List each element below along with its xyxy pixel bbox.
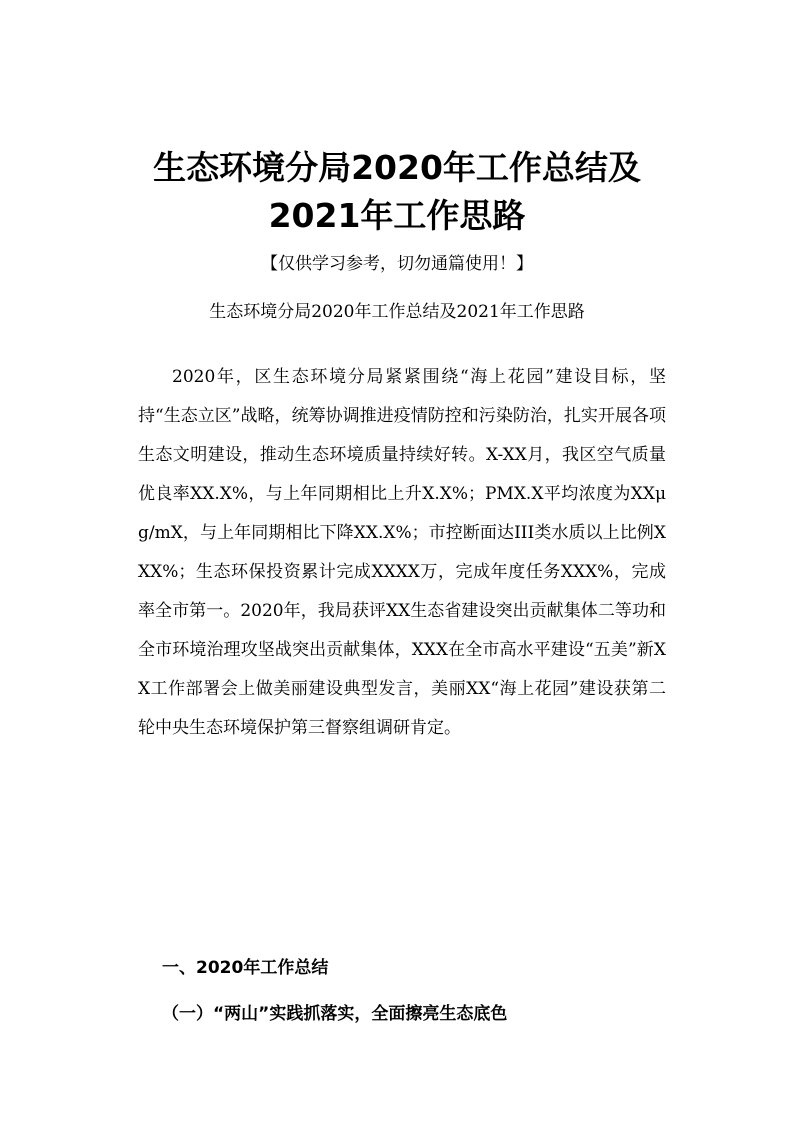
subsection-heading-1: （一）“两山”实践抓落实，全面擦亮生态底色	[162, 1004, 508, 1024]
document-subtitle: 生态环境分局2020年工作总结及2021年工作思路	[209, 302, 585, 322]
usage-notice: 【仅供学习参考，切勿通篇使用！】	[261, 254, 533, 274]
intro-paragraph: 2020年，区生态环境分局紧紧围绕“海上花园”建设目标，坚持“生态立区”战略，统筹协调推进疫情防控和污染防治，扎实开展各项生态文明建设，推动生态环境质量持续好转。X-XX月，我区空气质量优良率XX.X%，与上年同期相比上升X.X%；PMX.X平均浓度为XXμg/mX，与上年同期相比下降XX.X%；市控断面达III类水质以上比例XXX%；生态环保投资累计完成XXXX万，完成年度任务XXX%，完成率全市第一。2020年，我局获评XX生态省建设突出贡献集体二等功和全市环境治理攻坚战突出贡献集体，XXX在全市高水平建设“五美”新XX工作部署会上做美丽建设典型发言，美丽XX“海上花园”建设获第二轮中央生态环境保护第三督察组调研肯定。	[138, 367, 666, 738]
section-heading-1: 一、2020年工作总结	[162, 958, 329, 978]
document-title-line-2: 2021年工作思路	[268, 196, 526, 235]
document-title-line-1: 生态环境分局2020年工作总结及	[153, 148, 641, 187]
